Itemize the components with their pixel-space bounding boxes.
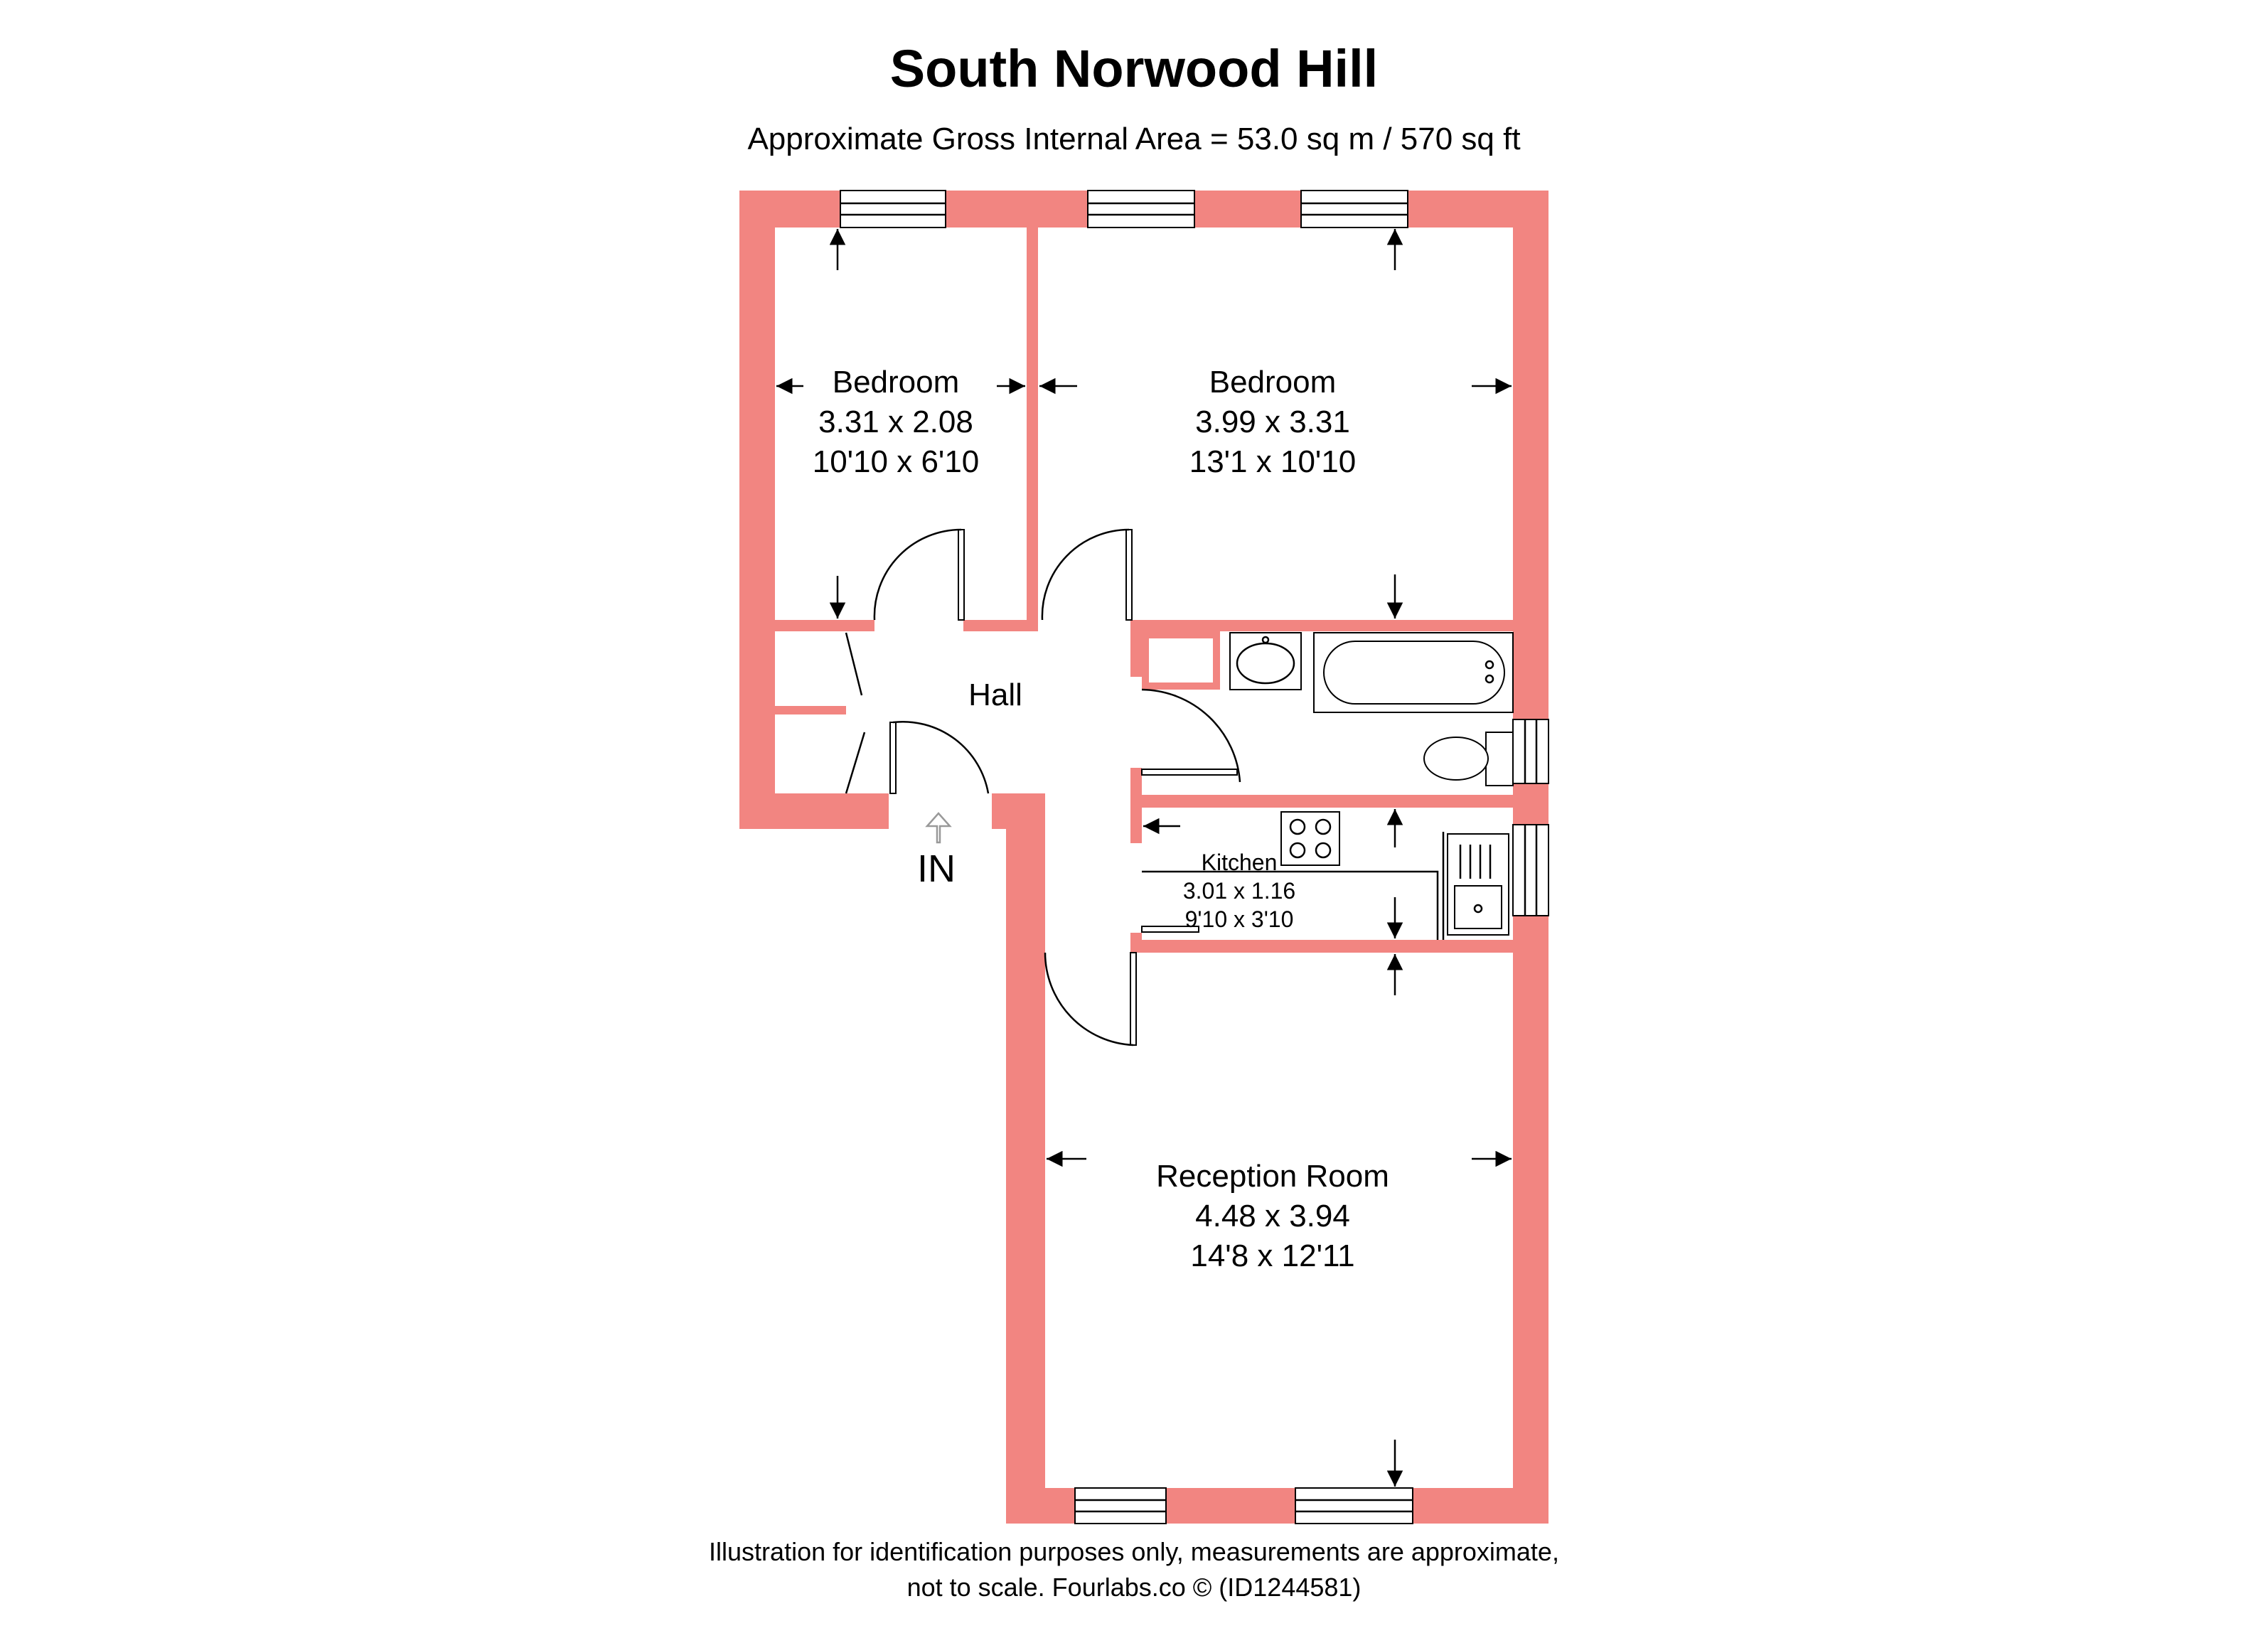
- room-label-kitchen: [1150, 848, 1328, 933]
- room-metric: 3.01 x 1.16: [1182, 878, 1296, 904]
- entrance-label: IN: [917, 847, 956, 890]
- door-bathroom: [1142, 690, 1240, 782]
- washbasin-icon: [1230, 633, 1301, 690]
- room-imperial: 13'1 x 10'10: [1189, 444, 1357, 479]
- room-name: Hall: [968, 678, 1022, 712]
- room-name: Bedroom: [832, 365, 960, 400]
- door-entrance: [890, 722, 988, 793]
- window: [1513, 719, 1548, 783]
- room-metric: 3.99 x 3.31: [1195, 405, 1350, 439]
- room-imperial: 9'10 x 3'10: [1184, 906, 1294, 932]
- room-label-hall: [924, 675, 1066, 715]
- window: [1075, 1488, 1166, 1524]
- room-imperial: 14'8 x 12'11: [1190, 1238, 1355, 1273]
- room-imperial: 10'10 x 6'10: [812, 444, 980, 479]
- room-metric: 3.31 x 2.08: [818, 405, 973, 439]
- window: [1088, 191, 1194, 228]
- window: [1295, 1488, 1413, 1524]
- room-label-bedroom-1: [779, 363, 1013, 482]
- window: [1513, 825, 1548, 916]
- toilet-icon: [1424, 732, 1513, 786]
- door-reception: [1045, 953, 1136, 1045]
- room-name: Bedroom: [1209, 365, 1337, 400]
- door-bedroom-2: [1042, 530, 1132, 620]
- interior-walls: [775, 228, 1513, 953]
- window: [1301, 191, 1408, 228]
- disclaimer-line-2: not to scale. Fourlabs.co © (ID1244581): [906, 1573, 1362, 1602]
- gross-internal-area: Approximate Gross Internal Area = 53.0 sq m / 570 sq ft: [747, 122, 1521, 156]
- page-title: South Norwood Hill: [889, 39, 1379, 98]
- entrance-arrow-icon: [927, 813, 950, 842]
- door-bedroom-1: [874, 530, 964, 620]
- bathtub-icon: [1314, 633, 1513, 712]
- sink-icon: [1448, 834, 1509, 935]
- disclaimer: [0, 1534, 2268, 1605]
- room-name: Reception Room: [1156, 1159, 1389, 1194]
- room-label-reception: [1109, 1157, 1436, 1276]
- disclaimer-line-1: Illustration for identification purposes only, measurements are approximate,: [709, 1537, 1559, 1566]
- window: [840, 191, 946, 228]
- room-metric: 4.48 x 3.94: [1195, 1199, 1350, 1233]
- room-label-bedroom-2: [1145, 363, 1401, 482]
- cupboard-doors: [846, 633, 865, 793]
- room-name: Kitchen: [1201, 850, 1278, 875]
